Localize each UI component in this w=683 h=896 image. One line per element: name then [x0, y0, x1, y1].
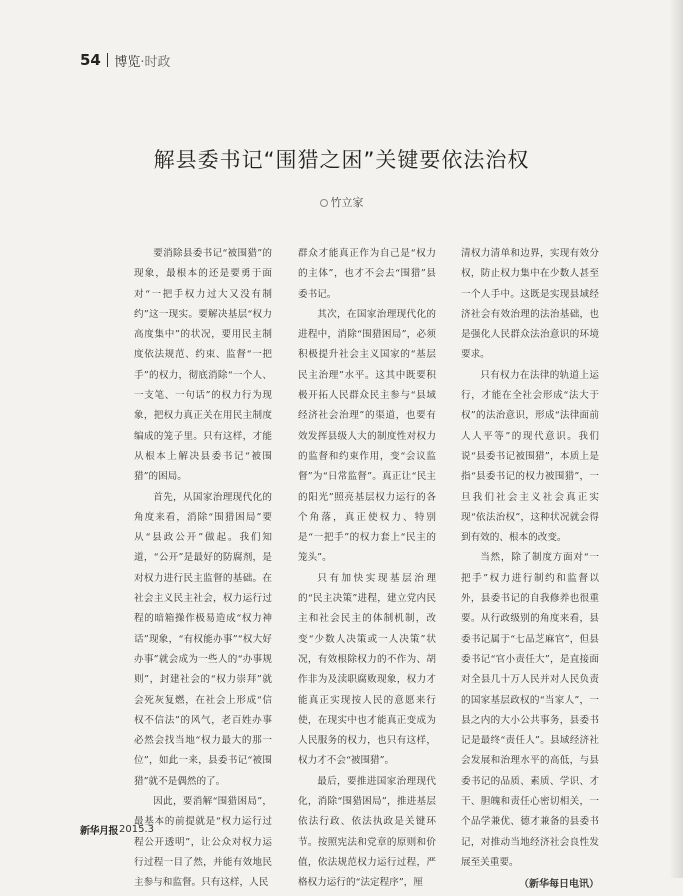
subsection-name: ·时政 [140, 54, 171, 70]
paragraph: 其次，在国家治理现代化的进程中，消除“围猎困局”，必须积极提升社会主义国家的“基层民主治理”水平。这其中既要积极开拓人民群众民主参与“县域经济社会治理”的渠道，也要有效发挥县级人大的制度性对权力的监督和约束作用，变“会议监督”为“日常监督”。真正让“民主的阳光”照亮基层权力运行的各个角落，真正使权力、特别是“一把手”的权力套上“民主的笼头”。 [298, 308, 436, 564]
text-column-3 [461, 244, 599, 896]
magazine-logo: 新华月报 [80, 826, 118, 837]
paragraph: 首先，从国家治理现代化的角度来看，消除“围猎困局”要从“县政公开”做起。我们知道，“公开”是最好的防腐剂，是对权力进行民主监督的基础。在社会主义民主社会，权力运行过程的暗箱操作极易造成“权力神话”现象，“有权能办事”“权大好办事”就会成为一些人的“办事规则”，封建社会的“权力崇拜”就会死灰复燃，在社会上形成“信权不信法”的风气，老百姓办事必然会找当地“权力最大的那一位”，如此一来，县委书记“被围猎”就不是偶然的了。 [134, 491, 272, 787]
paragraph: 因此，要消解“围猎困局”，最基本的前提就是“权力运行过程公开透明”，让公众对权力运行过程一目了然，并能有效地民主参与和监督。只有这样，人民 [134, 796, 272, 889]
page-footer [80, 822, 154, 837]
header-divider [107, 53, 109, 67]
issue-number: 2015.3 [119, 824, 154, 835]
paragraph: 清权力清单和边界，实现有效分权，防止权力集中在少数人甚至一个人手中。这既是实现县域经济社会有效治理的法治基础，也是强化人民群众法治意识的环境要求。 [461, 248, 599, 361]
section-label [114, 51, 170, 70]
text-column-1 [134, 244, 272, 894]
paragraph: 只有权力在法律的轨道上运行，才能在全社会形成“法大于权”的法治意识，形成“法律面前人人平等”的现代意识。我们说“县委书记被围猎”，本质上是指“县委书记的权力被围猎”，一旦我们社会主义社会真正实现“依法治权”，这种状况就会得到有效的、根本的改变。 [461, 369, 599, 544]
paragraph: 要消除县委书记“被围猎”的现象，最根本的还是要勇于面对“一把手权力过大又没有制约”这一现实。要解决基层“权力高度集中”的状况，要用民主制度依法规范、约束、监督“一把手”的权力，彻底消除“一个人、一支笔、一句话”的权力行为现象，把权力真正关在用民主制度编成的笼子里。只有这样，才能从根本上解决县委书记“被围猎”的困局。 [134, 248, 272, 483]
author-line [0, 194, 683, 210]
text-column-2 [298, 244, 436, 894]
paragraph: 群众才能真正作为自己是“权力的主体”，也才不会去“围猎”县委书记。 [298, 248, 436, 300]
paragraph: 当然，除了制度方面对“一把手”权力进行制约和监督以外，县委书记的自我修养也很重要。从行政级别的角度来看，县委书记属于“七品芝麻官”，但县委书记“官小责任大”，是直接面对全县几十万人民并对人民负责的国家基层政权的“当家人”，一县之内的大小公共事务，县委书记是最终“责任人”。县域经济社会发展和治理水平的高低，与县委书记的品质、素质、学识、才干、胆魄和责任心密切相关，一个品学兼优、德才兼备的县委书记，对推动当地经济社会良性发展至关重要。 [461, 552, 599, 868]
page-number: 54 [80, 51, 101, 69]
article-title: 解县委书记“围猎之困”关键要依法治权 [153, 148, 530, 172]
article-source: （新华每日电讯） [519, 879, 599, 891]
paragraph: 只有加快实现基层治理的“民主决策”进程，建立党内民主和社会民主的体制机制，改变“少数人决策或一人决策”状况，有效根除权力的不作为、胡作非为及渎职腐败现象，权力才能真正实现按人民的意愿来行使，在现实中也才能真正变成为人民服务的权力，也只有这样，权力才不会“被围猎”。 [298, 572, 436, 767]
running-header [80, 50, 171, 70]
section-name: 博览 [114, 54, 141, 70]
author-bullet-icon [320, 199, 328, 207]
paragraph: 最后，要推进国家治理现代化，消除“围猎困局”，推进基层依法行政、依法执政是关键环节。按照宪法和党章的原则和价值，依法规范权力运行过程，严格权力运行的“法定程序”，厘 [298, 775, 436, 889]
author-name: 竹立家 [330, 196, 364, 209]
page-edge-shadow [669, 0, 683, 878]
